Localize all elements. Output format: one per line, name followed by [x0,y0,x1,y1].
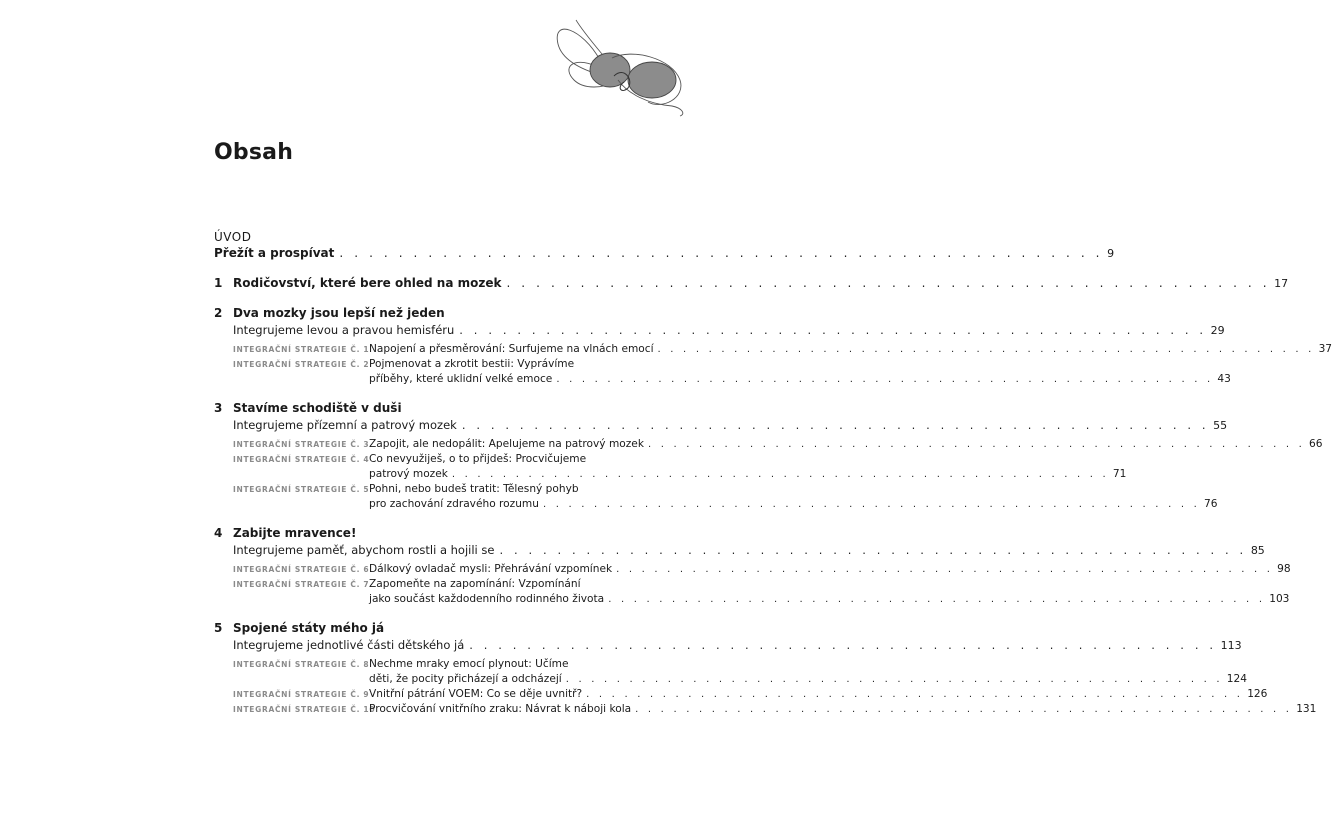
chapter-subtitle: Integrujeme levou a pravou hemisféru [233,323,455,337]
toc-entry-strategy[interactable] [214,657,1247,687]
page-number: 131 [1296,703,1317,715]
dot-leader: . . . . . . . . . . . . . . . . . . . . . . . . . . . . . . . . . . . . . . . . . . . . . . . . . . . . [339,246,1104,260]
page-number: 124 [1226,673,1247,685]
chapter-subtitle: Integrujeme přízemní a patrový mozek [233,418,457,432]
dot-leader: . . . . . . . . . . . . . . . . . . . . . . . . . . . . . . . . . . . . . . . . . . . . . . . . . . . . [469,638,1217,652]
toc-entry-strategy[interactable] [214,482,1218,512]
strategy-label: INTEGRAČNÍ STRATEGIE Č. 6 [233,565,370,574]
strategy-line [369,452,636,467]
strategy-line [369,702,1317,717]
chapter-section [214,400,1323,512]
strategy-body [369,357,1231,387]
strategy-line [369,687,1268,702]
chapter-title: Stavíme schodiště v duši [233,401,402,415]
strategy-title: Procvičování vnitřního zraku: Návrat k náboji kola [369,703,632,715]
page-number: 103 [1269,593,1290,605]
chapter-section [214,620,1317,717]
dot-leader: . . . . . . . . . . . . . . . . . . . . . . . . . . . . . . . . . . . . . . . . . . . . . . . . . . . . [542,499,1200,510]
dot-leader: . . . . . . . . . . . . . . . . . . . . . . . . . . . . . . . . . . . . . . . . . . . . . . . . . . . . [635,704,1293,715]
strategy-title: pro zachování zdravého rozumu [369,498,539,510]
chapter-heading[interactable] [214,620,636,637]
toc-entry-strategy[interactable] [214,577,1290,607]
dot-leader: . . . . . . . . . . . . . . . . . . . . . . . . . . . . . . . . . . . . . . . . . . . . . . . . . . . . [459,323,1207,337]
dot-leader: . . . . . . . . . . . . . . . . . . . . . . . . . . . . . . . . . . . . . . . . . . . . . . . . . . . . [616,564,1274,575]
strategy-title: Pojmenovat a zkrotit bestii: Vyprávíme [369,358,575,370]
strategy-line [369,467,1127,482]
strategy-line [369,562,1291,577]
entry-title: Přežít a prospívat [214,246,335,260]
page-number: 113 [1220,639,1242,652]
strategy-title: patrový mozek [369,468,448,480]
strategy-label: INTEGRAČNÍ STRATEGIE Č. 2 [233,360,370,369]
strategy-list [214,437,1323,512]
strategy-title: Dálkový ovladač mysli: Přehrávání vzpomínek [369,563,613,575]
chapter-subtitle: Integrujeme jednotlivé části dětského já [233,638,465,652]
chapter-number: 4 [214,526,223,540]
strategy-label: INTEGRAČNÍ STRATEGIE Č. 3 [233,440,370,449]
page-number: 126 [1247,688,1268,700]
strategy-body [369,687,1268,702]
toc-entry-chapter[interactable] [214,275,1289,292]
toc-entry-strategy[interactable] [214,687,1268,702]
page-title: Obsah [214,140,294,165]
chapter-heading[interactable] [214,525,636,542]
page-number: 17 [1274,277,1289,290]
dot-leader: . . . . . . . . . . . . . . . . . . . . . . . . . . . . . . . . . . . . . . . . . . . . . . . . . . . . [499,543,1247,557]
strategy-list [214,657,1317,717]
strategy-body [369,702,1317,717]
strategy-label: INTEGRAČNÍ STRATEGIE Č. 5 [233,485,370,494]
chapter-title: Rodičovství, které bere ohled na mozek [233,276,502,290]
strategy-line [369,497,1218,512]
toc-entry-chapter[interactable] [214,417,1228,434]
toc-entry-strategy[interactable] [214,357,1231,387]
strategy-title: Co nevyužiješ, o to přijdeš: Procvičujeme [369,453,587,465]
page-number: 76 [1203,498,1218,510]
toc-entry-strategy[interactable] [214,437,1323,452]
strategy-title: Zapojit, ale nedopálit: Apelujeme na patrový mozek [369,438,644,450]
strategy-body [369,437,1323,452]
strategy-line [369,342,1332,357]
strategy-body [369,342,1332,357]
toc-entry-strategy[interactable] [214,342,1332,357]
strategy-label: INTEGRAČNÍ STRATEGIE Č. 1 [233,345,370,354]
page-number: 29 [1210,324,1225,337]
toc-entry-chapter[interactable] [214,637,1242,654]
page-number: 66 [1308,438,1323,450]
strategy-line [369,672,1247,687]
strategy-title: Pohni, nebo budeš tratit: Tělesný pohyb [369,483,579,495]
strategy-line [369,482,636,497]
dot-leader: . . . . . . . . . . . . . . . . . . . . . . . . . . . . . . . . . . . . . . . . . . . . . . . . . . . . [506,276,1271,290]
strategy-body [369,452,1127,482]
strategy-line [369,657,636,672]
strategy-body [369,577,1290,607]
strategy-body [369,562,1291,577]
butterfly-icon [552,18,696,118]
dot-leader: . . . . . . . . . . . . . . . . . . . . . . . . . . . . . . . . . . . . . . . . . . . . . . . . . . . . [647,439,1305,450]
strategy-title: děti, že pocity přicházejí a odcházejí [369,673,562,685]
page-number: 43 [1217,373,1231,385]
intro-section [214,230,1115,262]
page-number: 37 [1318,343,1332,355]
dot-leader: . . . . . . . . . . . . . . . . . . . . . . . . . . . . . . . . . . . . . . . . . . . . . . . . . . . . [556,374,1214,385]
page-number: 55 [1213,419,1228,432]
toc-entry-chapter[interactable] [214,542,1265,559]
chapter-number: 1 [214,276,223,290]
chapter-heading[interactable] [214,400,636,417]
dot-leader: . . . . . . . . . . . . . . . . . . . . . . . . . . . . . . . . . . . . . . . . . . . . . . . . . . . . [565,674,1223,685]
strategy-title: Napojení a přesměrování: Surfujeme na vlnách emocí [369,343,654,355]
page-number: 85 [1250,544,1265,557]
chapter-title: Dva mozky jsou lepší než jeden [233,306,445,320]
page-number: 71 [1112,468,1127,480]
strategy-label: INTEGRAČNÍ STRATEGIE Č. 4 [233,455,370,464]
strategy-line [369,357,636,372]
strategy-title: Nechme mraky emocí plynout: Učíme [369,658,569,670]
strategy-label: INTEGRAČNÍ STRATEGIE Č. 8 [233,660,370,669]
strategy-line [369,372,1231,387]
strategy-title: Zapomeňte na zapomínání: Vzpomínání [369,578,581,590]
chapter-number: 3 [214,401,223,415]
dot-leader: . . . . . . . . . . . . . . . . . . . . . . . . . . . . . . . . . . . . . . . . . . . . . . . . . . . . [451,469,1109,480]
dot-leader: . . . . . . . . . . . . . . . . . . . . . . . . . . . . . . . . . . . . . . . . . . . . . . . . . . . . [608,594,1266,605]
strategy-line [369,437,1323,452]
strategy-title: Vnitřní pátrání VOEM: Co se děje uvnitř? [369,688,583,700]
chapter-number: 2 [214,306,223,320]
strategy-title: příběhy, které uklidní velké emoce [369,373,553,385]
strategy-label: INTEGRAČNÍ STRATEGIE Č. 9 [233,690,370,699]
strategy-list [214,342,1332,387]
dot-leader: . . . . . . . . . . . . . . . . . . . . . . . . . . . . . . . . . . . . . . . . . . . . . . . . . . . . [586,689,1244,700]
strategy-body [369,482,1218,512]
chapter-number: 5 [214,621,223,635]
strategy-line [369,592,1290,607]
dot-leader: . . . . . . . . . . . . . . . . . . . . . . . . . . . . . . . . . . . . . . . . . . . . . . . . . . . . [657,344,1315,355]
strategy-line [369,577,636,592]
table-of-contents [214,230,1332,730]
strategy-list [214,562,1291,607]
intro-label: ÚVOD [214,230,252,244]
chapter-title: Spojené státy mého já [233,621,385,635]
toc-entry-chapter[interactable] [214,322,1225,339]
toc-entry-strategy[interactable] [214,562,1291,577]
toc-entry-intro[interactable] [214,245,1115,262]
chapter-section [214,305,1332,387]
chapter-section [214,275,1289,292]
strategy-body [369,657,1247,687]
chapter-heading[interactable] [214,305,636,322]
strategy-title: jako součást každodenního rodinného života [369,593,605,605]
chapter-subtitle: Integrujeme paměť, abychom rostli a hojili se [233,543,495,557]
page-number: 98 [1277,563,1291,575]
dot-leader: . . . . . . . . . . . . . . . . . . . . . . . . . . . . . . . . . . . . . . . . . . . . . . . . . . . . [461,418,1210,432]
chapter-section [214,525,1291,607]
chapter-title: Zabijte mravence! [233,526,357,540]
toc-entry-strategy[interactable] [214,452,1127,482]
strategy-label: INTEGRAČNÍ STRATEGIE Č. 7 [233,580,370,589]
toc-entry-strategy[interactable] [214,702,1317,717]
strategy-label: INTEGRAČNÍ STRATEGIE Č. 10 [233,705,376,714]
page-number: 9 [1107,247,1115,260]
